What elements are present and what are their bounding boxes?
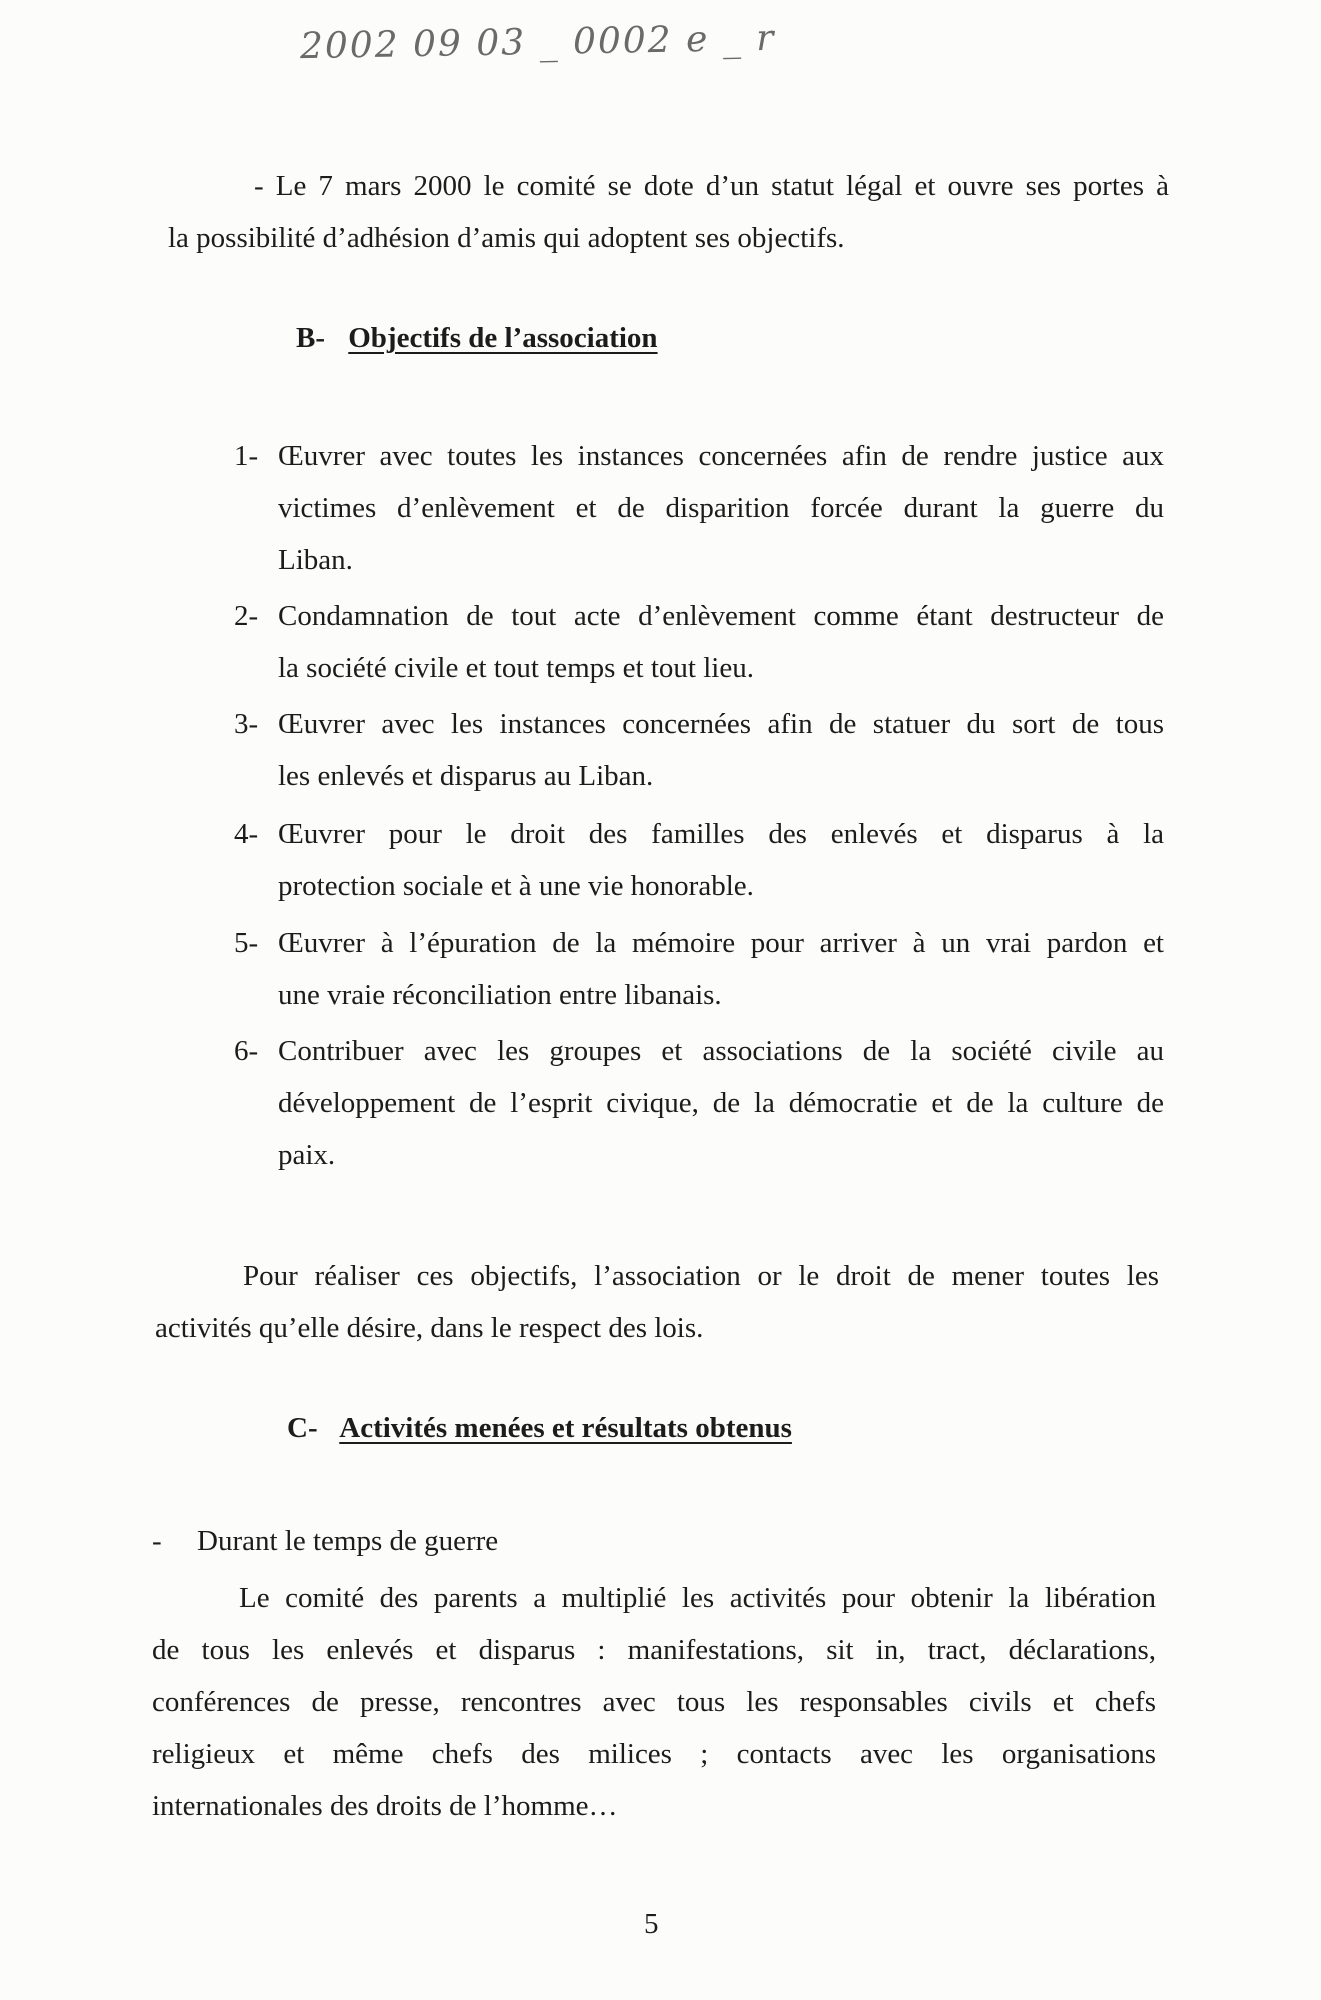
section-c-letter: C- <box>287 1412 318 1444</box>
objective-line: développement de l’esprit civique, de la démocratie et de la culture de <box>278 1087 1164 1119</box>
section-c-heading <box>287 1412 792 1445</box>
objective-line: les enlevés et disparus au Liban. <box>278 760 654 792</box>
objective-line: Condamnation de tout acte d’enlèvement comme étant destructeur de <box>278 600 1164 632</box>
intro-line-2: la possibilité d’adhésion d’amis qui adoptent ses objectifs. <box>168 222 845 254</box>
section-b-title: Objectifs de l’association <box>348 322 658 354</box>
comite-line: Le comité des parents a multiplié les activités pour obtenir la libération <box>239 1582 1156 1614</box>
objective-line: Contribuer avec les groupes et associations de la société civile au <box>278 1035 1164 1067</box>
objective-line: Œuvrer avec toutes les instances concernées afin de rendre justice aux <box>278 440 1164 472</box>
section-c-title: Activités menées et résultats obtenus <box>339 1412 792 1444</box>
objective-line: une vraie réconciliation entre libanais. <box>278 979 722 1011</box>
objective-number: 3- <box>234 708 259 740</box>
objective-line: victimes d’enlèvement et de disparition forcée durant la guerre du <box>278 492 1164 524</box>
intro-line-1: - Le 7 mars 2000 le comité se dote d’un statut légal et ouvre ses portes à <box>254 170 1169 202</box>
comite-line: religieux et même chefs des milices ; contacts avec les organisations <box>152 1738 1156 1770</box>
objective-line: la société civile et tout temps et tout lieu. <box>278 652 754 684</box>
section-b-heading <box>296 322 658 355</box>
objective-line: Œuvrer pour le droit des familles des enlevés et disparus à la <box>278 818 1164 850</box>
objective-line: Œuvrer avec les instances concernées afin de statuer du sort de tous <box>278 708 1164 740</box>
comite-line: internationales des droits de l’homme… <box>152 1790 618 1822</box>
war-time-item <box>152 1515 498 1567</box>
handwritten-reference: 2002 09 03 _ 0002 e _ r <box>299 17 776 68</box>
section-b-letter: B- <box>296 322 325 354</box>
realiser-line-1: Pour réaliser ces objectifs, l’association or le droit de mener toutes les <box>243 1260 1159 1292</box>
objective-line: Liban. <box>278 544 353 576</box>
comite-line: conférences de presse, rencontres avec tous les responsables civils et chefs <box>152 1686 1156 1718</box>
objective-line: Œuvrer à l’épuration de la mémoire pour arriver à un vrai pardon et <box>278 927 1164 959</box>
realiser-line-2: activités qu’elle désire, dans le respect des lois. <box>155 1312 704 1344</box>
objective-number: 2- <box>234 600 259 632</box>
objective-number: 6- <box>234 1035 259 1067</box>
comite-paragraph <box>152 1572 1156 1832</box>
war-time-dash: - <box>152 1525 162 1557</box>
objective-number: 4- <box>234 818 259 850</box>
objective-line: paix. <box>278 1139 336 1171</box>
comite-line: de tous les enlevés et disparus : manifestations, sit in, tract, déclarations, <box>152 1634 1156 1666</box>
page-number: 5 <box>644 1908 659 1940</box>
objective-line: protection sociale et à une vie honorable. <box>278 870 754 902</box>
objective-number: 5- <box>234 927 259 959</box>
objective-number: 1- <box>234 440 259 472</box>
realiser-paragraph <box>155 1250 1159 1354</box>
war-time-label: Durant le temps de guerre <box>197 1525 499 1557</box>
